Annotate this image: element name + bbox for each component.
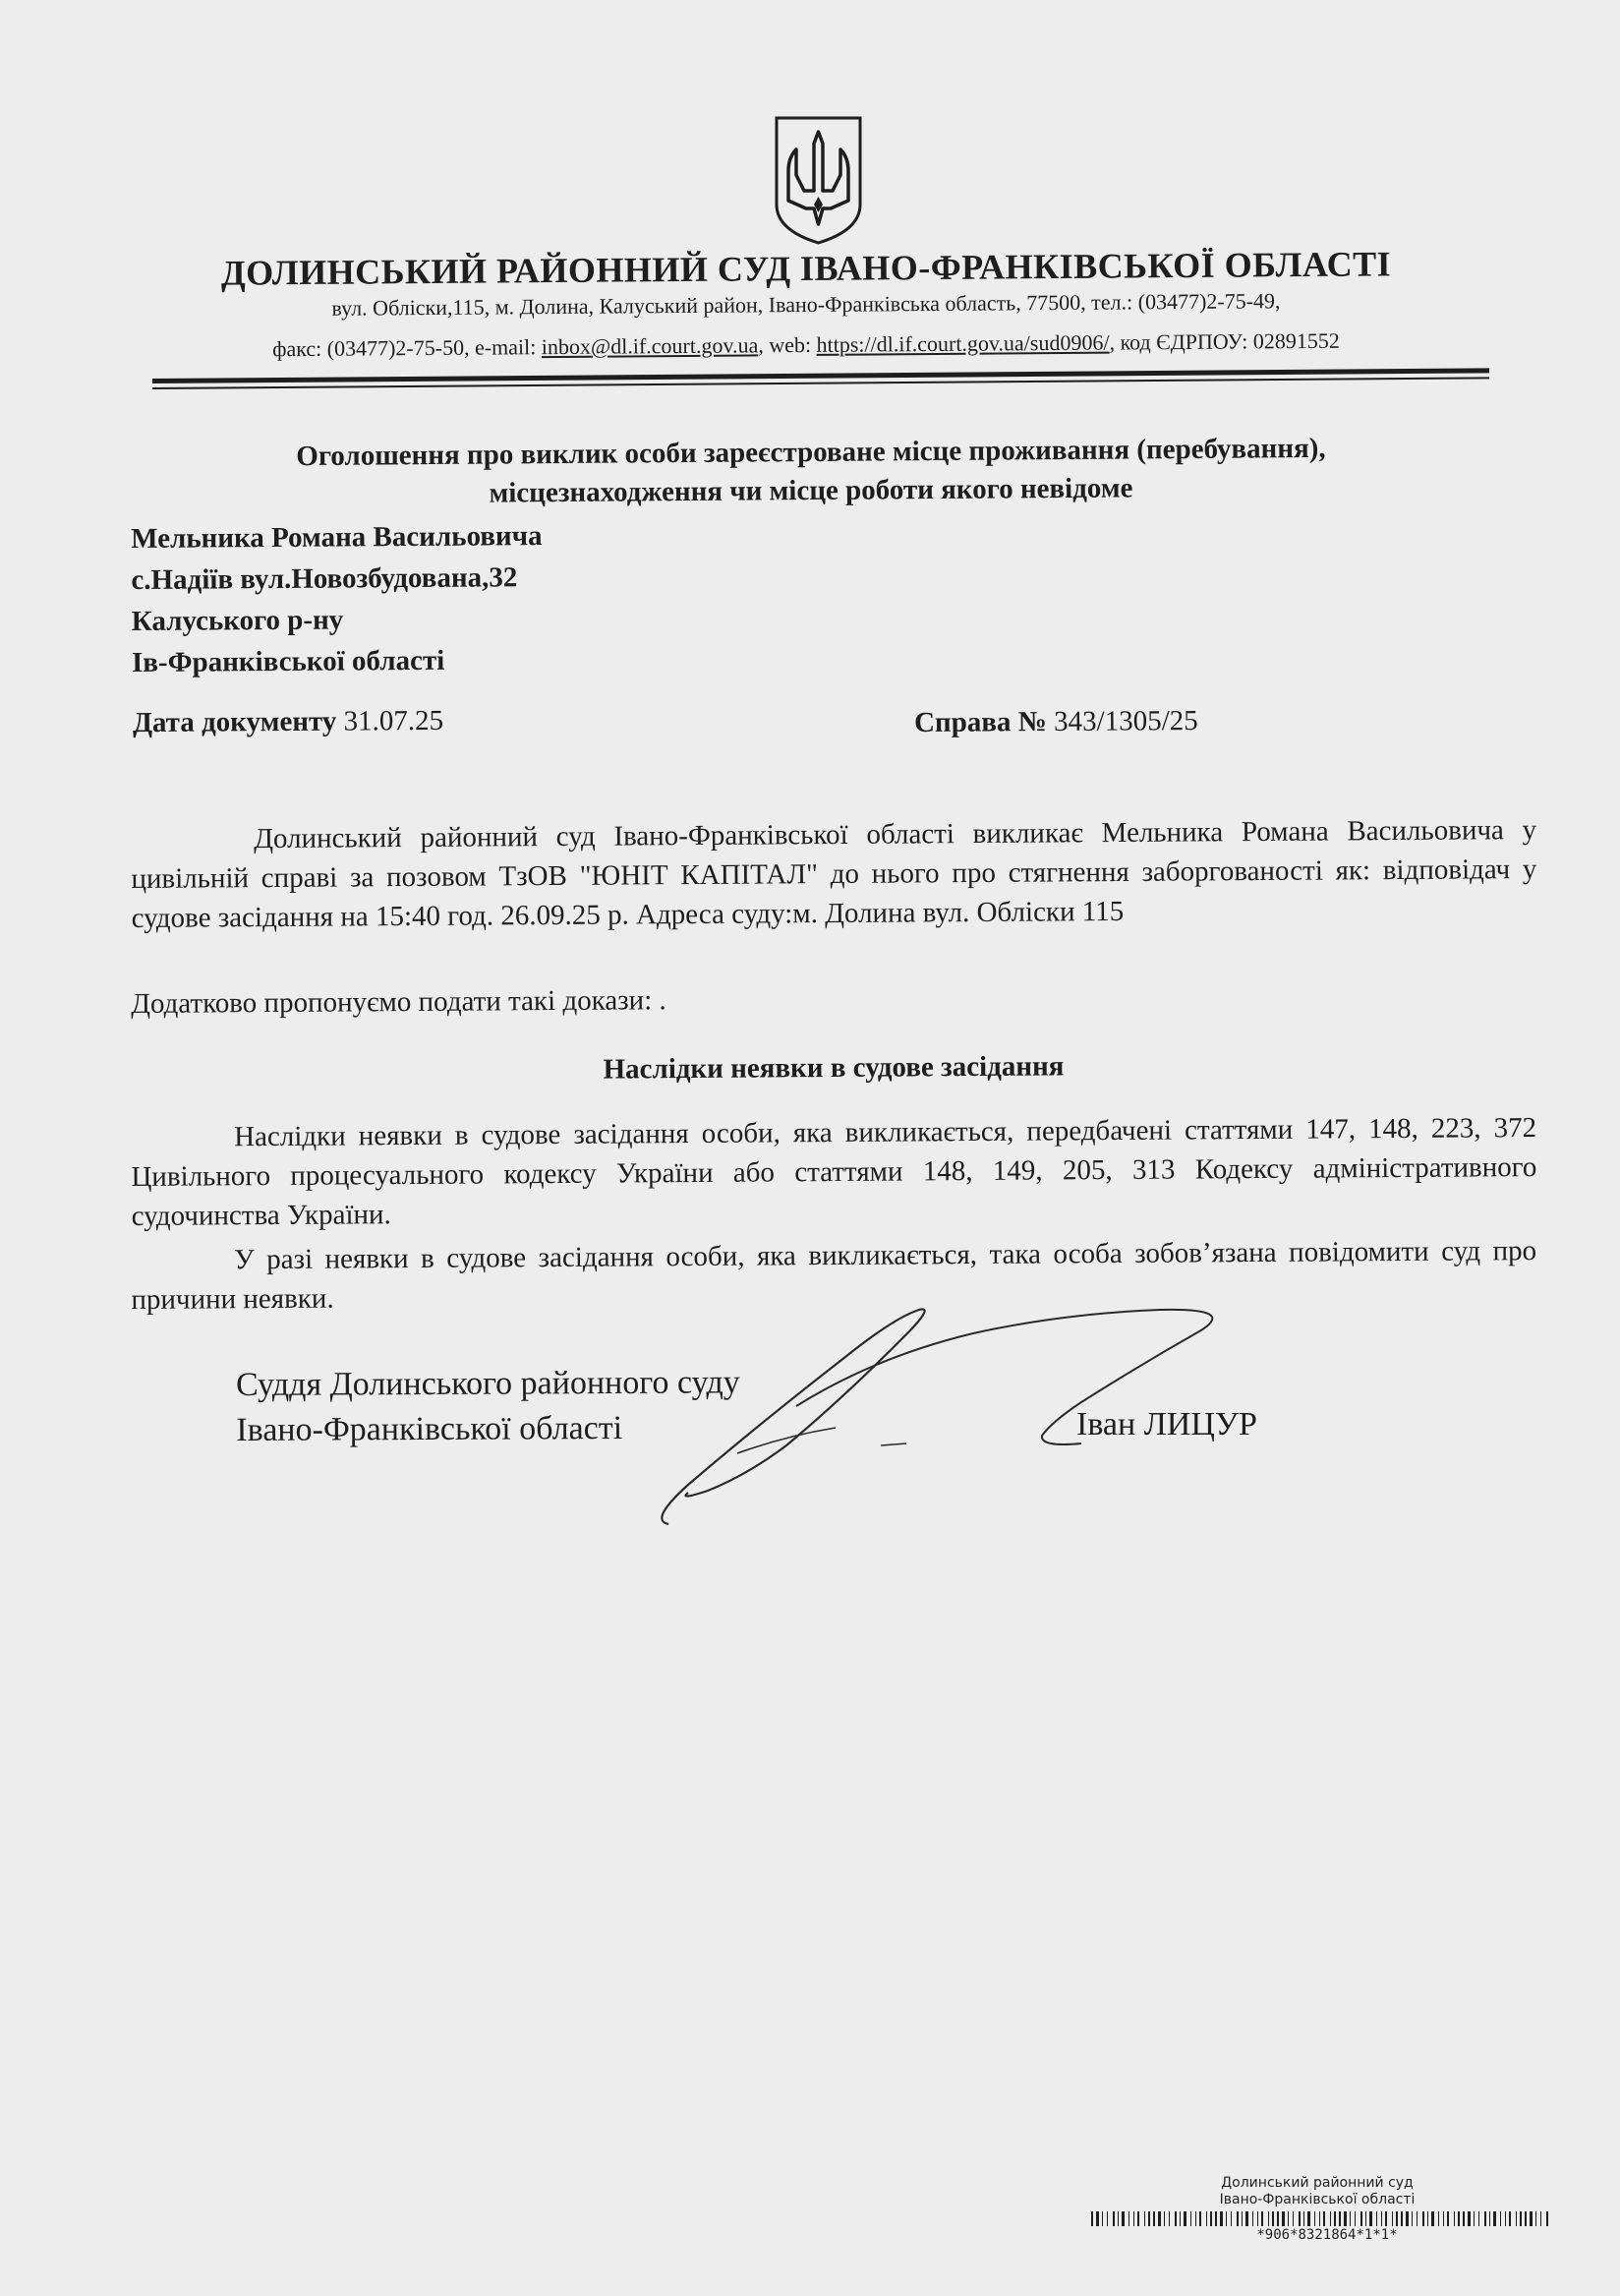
document-date-value: 31.07.25 [336,704,444,737]
document-date-label: Дата документу [132,705,337,739]
barcode-bar [1268,2211,1269,2226]
barcode-bar [1323,2211,1325,2226]
barcode-bar [1113,2211,1115,2226]
barcode-bar [1231,2211,1232,2226]
registry-stamp [1199,2175,1435,2208]
barcode-bar [1237,2211,1239,2226]
barcode-bar [1102,2211,1103,2226]
barcode-bar [1509,2211,1511,2226]
barcode-bar [1396,2211,1398,2226]
barcode-bar [1190,2211,1191,2226]
announcement-title-line1: Оголошення про виклик особи зареєстроване місце проживання (перебування), [296,432,1326,473]
barcode-bar [1257,2211,1258,2226]
barcode-bar [1406,2211,1409,2226]
barcode-bar [1148,2211,1150,2226]
barcode-bar [1334,2211,1336,2226]
barcode-bar [1210,2211,1212,2226]
barcode-bar [1438,2211,1439,2226]
barcode-bar [1226,2211,1227,2226]
barcode-bar [1184,2211,1186,2226]
barcode-bar [1447,2211,1449,2226]
judge-title-line1: Суддя Долинського районного суду [236,1364,740,1403]
court-contacts [108,326,1504,363]
barcode-bar [1530,2211,1533,2226]
barcode-text: *906*8321864*1*1* [1256,2227,1398,2243]
header-divider-thick [152,368,1489,383]
barcode-bar [1360,2211,1362,2226]
barcode-bar [1122,2211,1125,2226]
judge-title-line2: Івано-Франківської області [236,1409,623,1448]
barcode-bar [1478,2211,1479,2226]
barcode-bar [1169,2211,1170,2226]
court-address: вул. Обліски,115, м. Долина, Калуський район, Івано-Франківська область, 77500, тел.: (03477)2-75-49, [331,288,1281,321]
barcode-bar [1443,2211,1444,2226]
barcode-bar [1242,2211,1243,2226]
barcode-bar [1520,2211,1522,2226]
barcode-bar [1385,2211,1387,2226]
barcode-bar [1175,2211,1177,2226]
addressee-block [131,515,544,683]
barcode-bar [1277,2211,1279,2226]
barcode-bar [1525,2211,1527,2226]
barcode-bar [1245,2211,1248,2226]
barcode-bar [1493,2211,1496,2226]
barcode-bar [1458,2211,1460,2226]
barcode-bar [1206,2211,1207,2226]
barcode-bar [1096,2211,1099,2226]
barcode-bar [1288,2211,1289,2226]
barcode-bar [1314,2211,1315,2226]
barcode-bar [1137,2211,1139,2226]
barcode-bar [1474,2211,1475,2226]
barcode-bar [1516,2211,1517,2226]
barcode-bar [1153,2211,1155,2226]
barcode [1091,2211,1548,2226]
fax-text: факс: (03477)2-75-50, e-mail: [272,334,542,362]
barcode-bar [1158,2211,1161,2226]
barcode-bar [1107,2211,1108,2226]
barcode-bar [1454,2211,1455,2226]
announcement-title-line2: місцезнаходження чи місце роботи якого невідоме [489,472,1133,509]
barcode-bar [1199,2211,1201,2226]
barcode-bar [1376,2211,1377,2226]
barcode-bar [1505,2211,1506,2226]
barcode-bar [1272,2211,1274,2226]
barcode-bar [1220,2211,1223,2226]
barcode-bar [1180,2211,1181,2226]
barcode-bar [1463,2211,1465,2226]
addressee-street: с.Надіїв вул.Новозбудована,32 [131,561,518,596]
barcode-bar [1215,2211,1217,2226]
barcode-bar [1381,2211,1382,2226]
barcode-bar [1195,2211,1196,2226]
barcode-bar [1252,2211,1253,2226]
barcode-bar [1091,2211,1093,2226]
barcode-bar [1261,2211,1263,2226]
barcode-bar [1365,2211,1366,2226]
coat-of-arms-icon [772,114,865,247]
website-link[interactable]: https://dl.if.court.gov.ua/sud0906/ [816,329,1110,357]
web-prefix: , web: [758,331,817,358]
barcode-bar [1282,2211,1285,2226]
barcode-bar [1540,2211,1541,2226]
barcode-bar [1293,2211,1294,2226]
barcode-bar [1133,2211,1134,2226]
addressee-region: Ів-Франківської області [131,644,445,678]
barcode-bar [1319,2211,1320,2226]
stamp-court-line1: Долинський районний суд [1221,2175,1414,2191]
barcode-bar [1164,2211,1165,2226]
consequences-paragraph: Наслідки неявки в судове засідання особи, яка викликається, передбачені статтями 147, 148, 223, 372 Цивільного процесуального кодексу України або статтями 148, 149, 205, 313 Кодексу адміністративного судочинства України. [131,1112,1537,1232]
barcode-bar [1546,2211,1548,2226]
judge-name: Іван ЛИЦУР [1076,1406,1257,1442]
barcode-bar [1535,2211,1536,2226]
evidence-paragraph: Додатково пропонуємо подати такі докази: . [131,984,666,1020]
barcode-bar [1307,2211,1310,2226]
barcode-bar [1431,2211,1434,2226]
addressee-district: Калуського р-ну [131,604,344,637]
barcode-bar [1392,2211,1393,2226]
barcode-bar [1128,2211,1129,2226]
summons-paragraph: Долинський районний суд Івано-Франківської області викликає Мельника Романа Васильовича у цивільній справі за позовом ТзОВ "ЮНІТ КАПІТАЛ" до нього про стягнення заборгованості як: відповідач у судове засідання на 15:40 год. 26.09.25 р. Адреса суду:м. Долина вул. Обліски 115 [131,814,1537,934]
barcode-bar [1330,2211,1331,2226]
barcode-bar [1344,2211,1347,2226]
barcode-bar [1468,2211,1471,2226]
barcode-bar [1118,2211,1119,2226]
barcode-bar [1355,2211,1356,2226]
addressee-name: Мельника Романа Васильовича [131,520,543,555]
stamp-court-line2: Івано-Франківської області [1219,2192,1416,2208]
barcode-bar [1299,2211,1301,2226]
email-link[interactable]: inbox@dl.if.court.gov.ua [541,332,759,360]
barcode-bar [1144,2211,1145,2226]
barcode-bar [1484,2211,1486,2226]
barcode-bar [1303,2211,1304,2226]
case-number [914,705,1198,739]
barcode-bar [1489,2211,1490,2226]
barcode-bar [1422,2211,1424,2226]
case-number-value: 343/1305/25 [1046,704,1198,738]
barcode-bar [1412,2211,1413,2226]
barcode-bar [1339,2211,1341,2226]
consequences-heading: Наслідки неявки в судове засідання [603,1050,1065,1086]
case-number-label: Справа № [913,706,1047,739]
edrpou-code: , код ЄДРПОУ: 02891552 [1109,327,1340,355]
court-title: ДОЛИНСЬКИЙ РАЙОННИЙ СУД ІВАНО-ФРАНКІВСЬКОЇ ОБЛАСТІ [220,244,1392,293]
notification-paragraph: У разі неявки в судове засідання особи, яка викликається, така особа зобов’язана повідомити суд про причини неявки. [131,1235,1537,1316]
barcode-bar [1401,2211,1403,2226]
document-date [133,705,443,739]
barcode-bar [1369,2211,1372,2226]
barcode-bar [1417,2211,1418,2226]
barcode-bar [1500,2211,1501,2226]
barcode-bar [1427,2211,1428,2226]
barcode-bar [1350,2211,1351,2226]
